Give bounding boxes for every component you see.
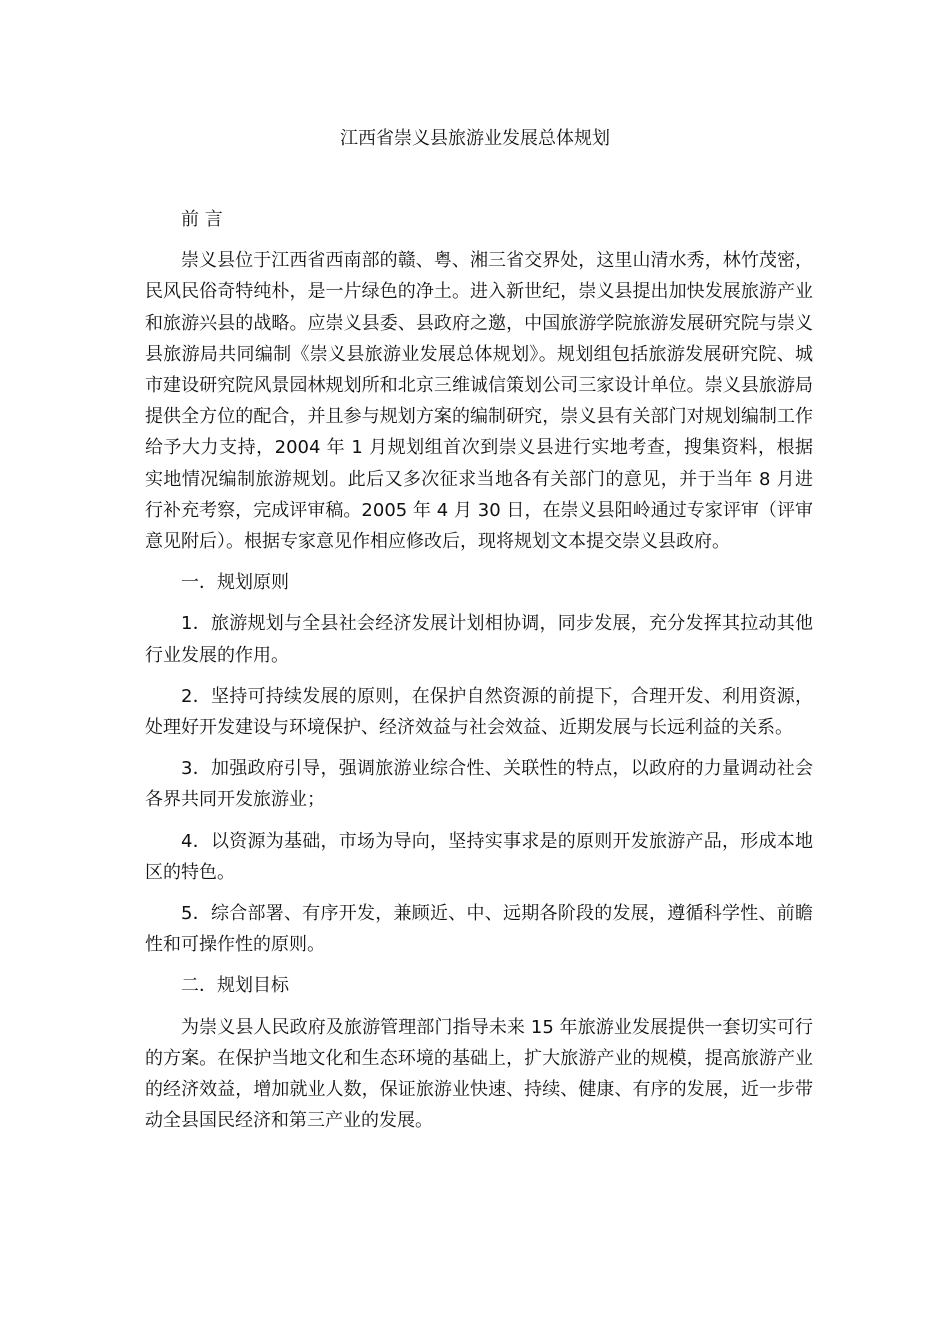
document-title: 江西省崇义县旅游业发展总体规划 (340, 128, 610, 149)
principle-item-5: 5．综合部署、有序开发，兼顾近、中、远期各阶段的发展，遵循科学性、前瞻性和可操作性的原则。 (145, 903, 813, 956)
principle-item-3: 3．加强政府引导，强调旅游业综合性、关联性的特点，以政府的力量调动社会各界共同开发旅游业； (145, 758, 813, 811)
principle-item-1: 1．旅游规划与全县社会经济发展计划相协调，同步发展，充分发挥其拉动其他行业发展的作用。 (145, 613, 813, 666)
preface-heading: 前 言 (181, 209, 223, 230)
section-heading-principles: 一．规划原则 (181, 572, 289, 594)
principle-item-4: 4．以资源为基础，市场为导向，坚持实事求是的原则开发旅游产品，形成本地区的特色。 (145, 830, 813, 883)
principle-item-2: 2．坚持可持续发展的原则，在保护自然资源的前提下，合理开发、利用资源，处理好开发建设与环境保护、经济效益与社会效益、近期发展与长远利益的关系。 (145, 685, 813, 739)
section-heading-goals: 二．规划目标 (181, 975, 289, 997)
document-body (145, 204, 813, 1146)
goals-paragraph: 为崇义县人民政府及旅游管理部门指导未来 15 年旅游业发展提供一套切实可行的方案。在保护当地文化和生态环境的基础上，扩大旅游产业的规模，提高旅游产业的经济效益，增加就业人数，保证旅游业快速、持续、健康、有序的发展，近一步带动全县国民经济和第三产业的发展。 (145, 1016, 813, 1132)
preface-paragraph: 崇义县位于江西省西南部的赣、粤、湘三省交界处，这里山清水秀，林竹茂密，民风民俗奇特纯朴，是一片绿色的净土。进入新世纪，崇义县提出加快发展旅游产业和旅游兴县的战略。应崇义县委、县政府之邀，中国旅游学院旅游发展研究院与崇义县旅游局共同编制《崇义县旅游业发展总体规划》。规划组包括旅游发展研究院、城市建设研究院风景园林规划所和北京三维诚信策划公司三家设计单位。崇义县旅游局提供全方位的配合，并且参与规划方案的编制研究，崇义县有关部门对规划编制工作给予大力支持，2004 年 1 月规划组首次到崇义县进行实地考查，搜集资料，根据实地情况编制旅游规划。此后又多次征求当地各有关部门的意见，并于当年 8 月进行补充考察，完成评审稿。2005 年 4 月 30 日，在崇义县阳岭通过专家评审（评审意见附后）。根据专家意见作相应修改后，现将规划文本提交崇义县政府。 (145, 250, 813, 553)
